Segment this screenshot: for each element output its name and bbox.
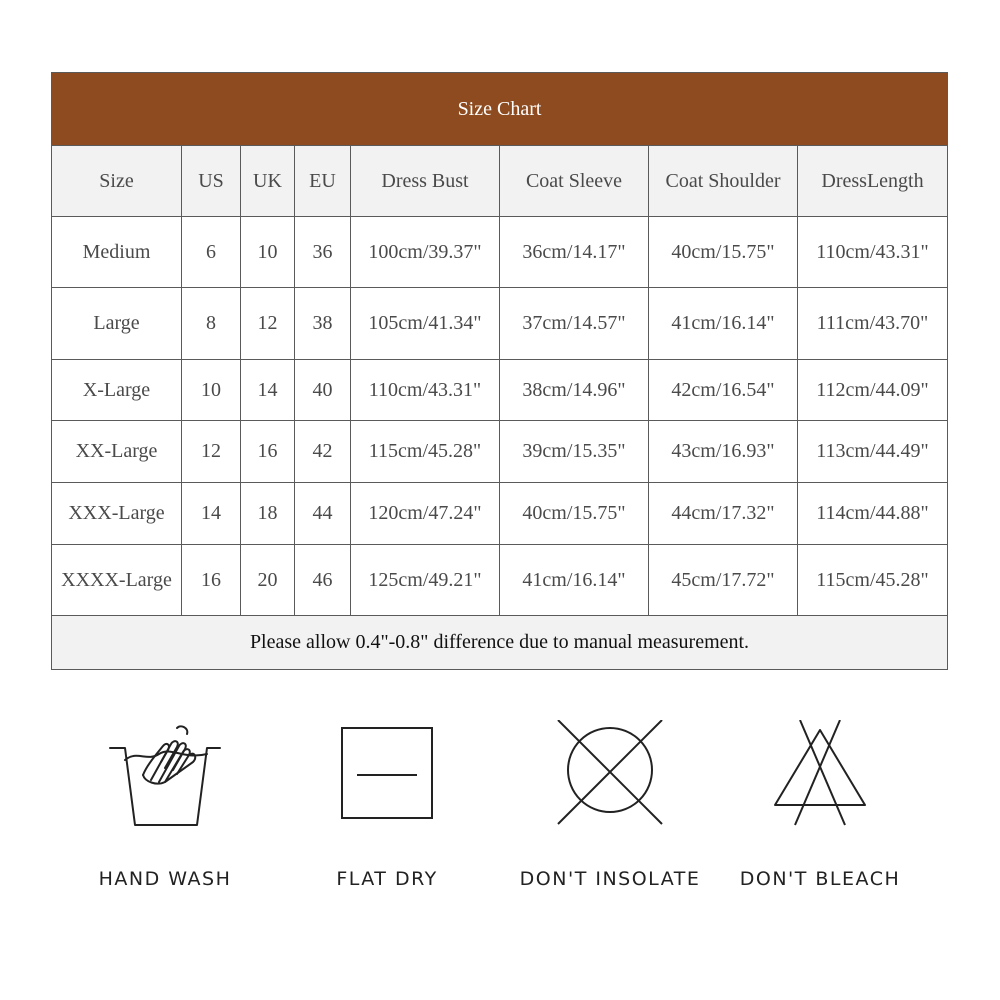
table-row [52,288,948,360]
column-header: Coat Sleeve [500,146,649,217]
table-cell: X-Large [52,360,182,421]
flat-dry-icon [337,720,437,820]
table-cell: 45cm/17.72" [649,545,798,616]
column-header-row [52,146,948,217]
table-cell: 40 [295,360,351,421]
table-cell: 14 [241,360,295,421]
table-cell: 115cm/45.28" [351,421,500,483]
table-cell: 105cm/41.34" [351,288,500,360]
table-cell: 10 [241,217,295,288]
care-item-hand-wash [55,720,275,910]
table-cell: 12 [241,288,295,360]
table-cell: 38cm/14.96" [500,360,649,421]
table-cell: 20 [241,545,295,616]
table-cell: 10 [182,360,241,421]
dont-bleach-icon [765,720,875,830]
size-chart-table [51,72,948,670]
table-cell: 12 [182,421,241,483]
column-header: DressLength [798,146,948,217]
table-cell: 6 [182,217,241,288]
table-cell: 114cm/44.88" [798,483,948,545]
table-cell: XXXX-Large [52,545,182,616]
column-header: US [182,146,241,217]
table-cell: 36 [295,217,351,288]
table-cell: 16 [182,545,241,616]
hand-wash-icon [105,720,225,830]
table-cell: 111cm/43.70" [798,288,948,360]
table-cell: XX-Large [52,421,182,483]
table-row [52,217,948,288]
table-cell: 110cm/43.31" [351,360,500,421]
table-cell: 100cm/39.37" [351,217,500,288]
column-header: Size [52,146,182,217]
table-cell: 40cm/15.75" [649,217,798,288]
table-row [52,545,948,616]
column-header: Coat Shoulder [649,146,798,217]
table-cell: 120cm/47.24" [351,483,500,545]
care-label: DON'T BLEACH [739,868,901,890]
table-cell: 36cm/14.17" [500,217,649,288]
column-header: EU [295,146,351,217]
table-cell: Large [52,288,182,360]
table-cell: XXX-Large [52,483,182,545]
care-label: HAND WASH [98,868,232,890]
table-cell: 113cm/44.49" [798,421,948,483]
table-cell: 37cm/14.57" [500,288,649,360]
dont-insolate-icon [550,720,670,830]
size-chart-title: Size Chart [52,73,948,146]
table-cell: 39cm/15.35" [500,421,649,483]
table-cell: 41cm/16.14" [649,288,798,360]
table-cell: 41cm/16.14" [500,545,649,616]
measurement-note: Please allow 0.4"-0.8" difference due to manual measurement. [52,616,948,670]
table-cell: 110cm/43.31" [798,217,948,288]
table-cell: 44 [295,483,351,545]
table-cell: 42cm/16.54" [649,360,798,421]
size-chart [51,72,947,670]
table-row [52,421,948,483]
table-cell: 46 [295,545,351,616]
care-instructions [0,720,1000,920]
column-header: UK [241,146,295,217]
care-item-flat-dry [277,720,497,910]
table-cell: 18 [241,483,295,545]
table-cell: 44cm/17.32" [649,483,798,545]
care-label: FLAT DRY [336,868,438,890]
table-cell: 42 [295,421,351,483]
table-cell: 112cm/44.09" [798,360,948,421]
table-cell: 38 [295,288,351,360]
table-cell: 115cm/45.28" [798,545,948,616]
column-header: Dress Bust [351,146,500,217]
table-row [52,360,948,421]
care-item-dont-insolate [500,720,720,910]
table-cell: 14 [182,483,241,545]
table-cell: 43cm/16.93" [649,421,798,483]
table-cell: Medium [52,217,182,288]
table-cell: 8 [182,288,241,360]
care-item-dont-bleach [710,720,930,910]
table-row [52,483,948,545]
care-label: DON'T INSOLATE [519,868,701,890]
table-cell: 16 [241,421,295,483]
table-cell: 40cm/15.75" [500,483,649,545]
table-cell: 125cm/49.21" [351,545,500,616]
